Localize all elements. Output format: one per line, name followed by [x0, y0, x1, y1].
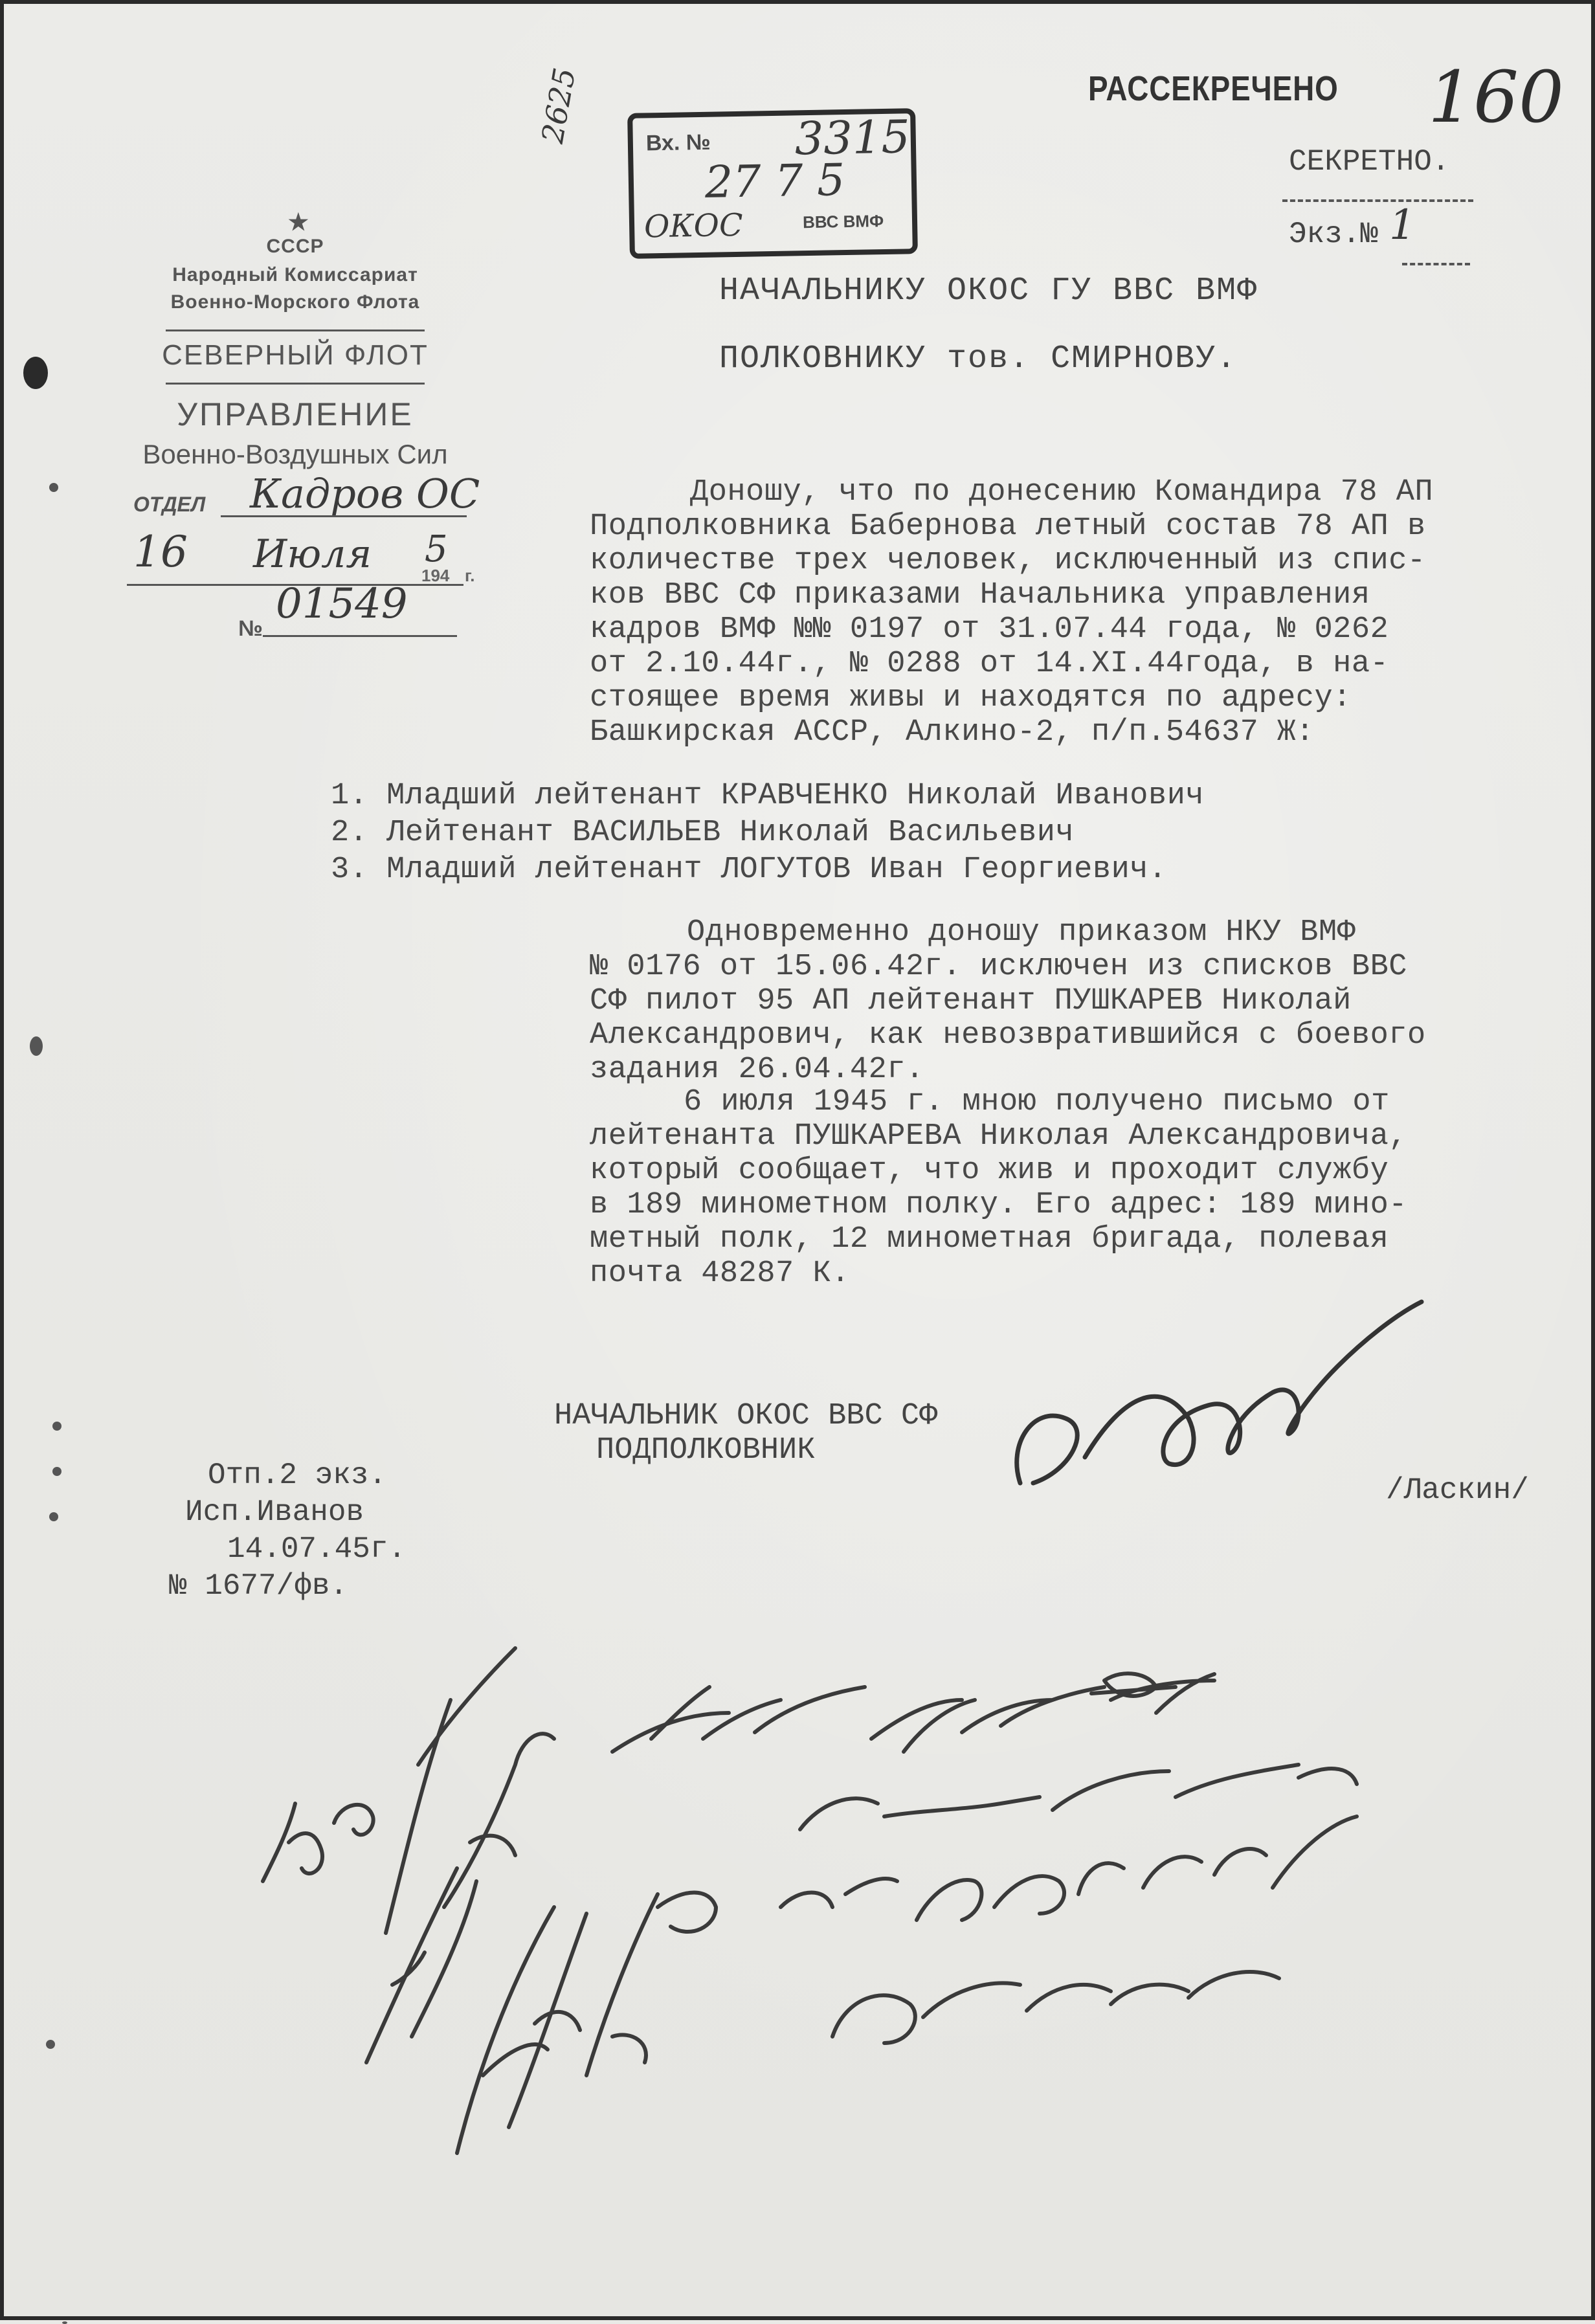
para3-line: лейтенанта ПУШКАРЕВА Николая Александровича, — [590, 1119, 1408, 1154]
list-item: 2. Лейтенант ВАСИЛЬЕВ Николай Васильевич — [331, 816, 1075, 850]
letterhead-country: СССР — [266, 236, 324, 257]
dispatch-line: Отп.2 экз. — [208, 1458, 387, 1492]
signature-scribble — [994, 1289, 1447, 1522]
para2-line: № 0176 от 15.06.42г. исключен из списков ВВС — [590, 950, 1408, 984]
letterhead-rule-2 — [166, 383, 425, 385]
para1-line: Доношу, что по донесению Командира 78 АП — [690, 475, 1434, 509]
letterhead-commissariat: Народный Комиссариат — [172, 264, 418, 285]
persons-list — [331, 777, 1204, 888]
para3-line: метный полк, 12 минометная бригада, полевая — [590, 1222, 1389, 1257]
date-day: 16 — [133, 527, 188, 577]
copy-number: 1 — [1389, 201, 1416, 249]
para1-line: Башкирская АССР, Алкино-2, п/п.54637 Ж: — [590, 715, 1315, 750]
number-value: 01549 — [276, 580, 408, 628]
para3-line: в 189 минометном полку. Его адрес: 189 мино- — [590, 1188, 1408, 1222]
para3-line: 6 июля 1945 г. мною получено письмо от — [684, 1085, 1390, 1119]
para1-line: Подполковника Бабернова летный состав 78 АП в — [590, 509, 1426, 544]
secret-label: СЕКРЕТНО. — [1289, 145, 1450, 179]
para1-line: стоящее время живы и находятся по адресу: — [590, 681, 1352, 715]
year-suffix: 5 — [425, 528, 448, 570]
dept-label: ОТДЕЛ — [133, 493, 206, 516]
copy-label: Экз.№ — [1289, 218, 1379, 251]
signer-title-2: ПОДПОЛКОВНИК — [596, 1433, 816, 1468]
dispatch-line: Исп.Иванов — [185, 1495, 364, 1529]
incoming-stamp-number: 3315 — [794, 110, 911, 166]
copy-underline — [1402, 263, 1470, 265]
letterhead-fleet: СЕВЕРНЫЙ ФЛОТ — [162, 339, 429, 371]
paragraph-2 — [590, 915, 1535, 1087]
dispatch-line: № 1677/фв. — [169, 1569, 348, 1603]
para1-line: ков ВВС СФ приказами Начальника управления — [590, 578, 1370, 612]
dispatch-line: 14.07.45г. — [227, 1532, 407, 1566]
list-item: 1. Младший лейтенант КРАВЧЕНКО Николай Иванович — [331, 779, 1205, 813]
year-prefix: 194 — [421, 566, 450, 585]
para2-line: СФ пилот 95 АП лейтенант ПУШКАРЕВ Николай — [590, 984, 1352, 1018]
addressee-line-2: ПОЛКОВНИКУ тов. СМИРНОВУ. — [719, 341, 1238, 377]
letterhead-air-force: Военно-Воздушных Сил — [142, 439, 448, 469]
dept-value: Кадров ОС — [250, 470, 480, 517]
letterhead-directorate: УПРАВЛЕНИЕ — [177, 396, 414, 432]
letterhead-navy: Военно-Морского Флота — [170, 291, 420, 313]
incoming-stamp-dept: ОКОС — [643, 207, 744, 245]
declassified-stamp: РАССЕКРЕЧЕНО — [1088, 69, 1339, 108]
para1-line: кадров ВМФ №№ 0197 от 31.07.44 года, № 0262 — [590, 612, 1389, 647]
sheet-number: 160 — [1428, 56, 1564, 139]
paragraph-3 — [590, 1085, 1535, 1291]
handwritten-resolution — [250, 1570, 1506, 2270]
secret-underline — [1282, 199, 1473, 202]
incoming-stamp-date: 27 7 5 — [704, 155, 845, 208]
para1-line: от 2.10.44г., № 0288 от 14.XI.44года, в на- — [590, 647, 1389, 681]
signer-title-1: НАЧАЛЬНИК ОКОС ВВС СФ — [554, 1399, 938, 1433]
addressee-line-1: НАЧАЛЬНИКУ ОКОС ГУ ВВС ВМФ — [719, 273, 1258, 309]
list-item: 3. Младший лейтенант ЛОГУТОВ Иван Георгиевич. — [331, 853, 1167, 887]
para1-line: количестве трех человек, исключенный из спис- — [590, 544, 1426, 578]
handwritten-incoming-number: 2625 — [535, 65, 583, 146]
signer-name: /Ласкин/ — [1386, 1473, 1529, 1507]
dept-underline — [221, 515, 467, 517]
letterhead-rule-1 — [166, 330, 425, 331]
number-label: № — [238, 616, 263, 641]
paragraph-1 — [590, 475, 1535, 750]
number-underline — [263, 635, 457, 637]
para3-line: который сообщает, что жив и проходит службу — [590, 1154, 1389, 1188]
para2-line: задания 26.04.42г. — [590, 1053, 924, 1087]
para3-line: почта 48287 К. — [590, 1257, 850, 1291]
para2-line: Александрович, как невозвратившийся с боевого — [590, 1018, 1426, 1053]
incoming-stamp-bottom: ВВС ВМФ — [802, 211, 884, 232]
para2-line: Одновременно доношу приказом НКУ ВМФ — [687, 915, 1356, 950]
year-end: г. — [465, 566, 475, 585]
star-icon: ★ — [287, 201, 309, 242]
incoming-stamp-prefix: Вх. № — [645, 129, 711, 156]
incoming-stamp — [627, 108, 918, 259]
date-month: Июля — [253, 531, 372, 577]
